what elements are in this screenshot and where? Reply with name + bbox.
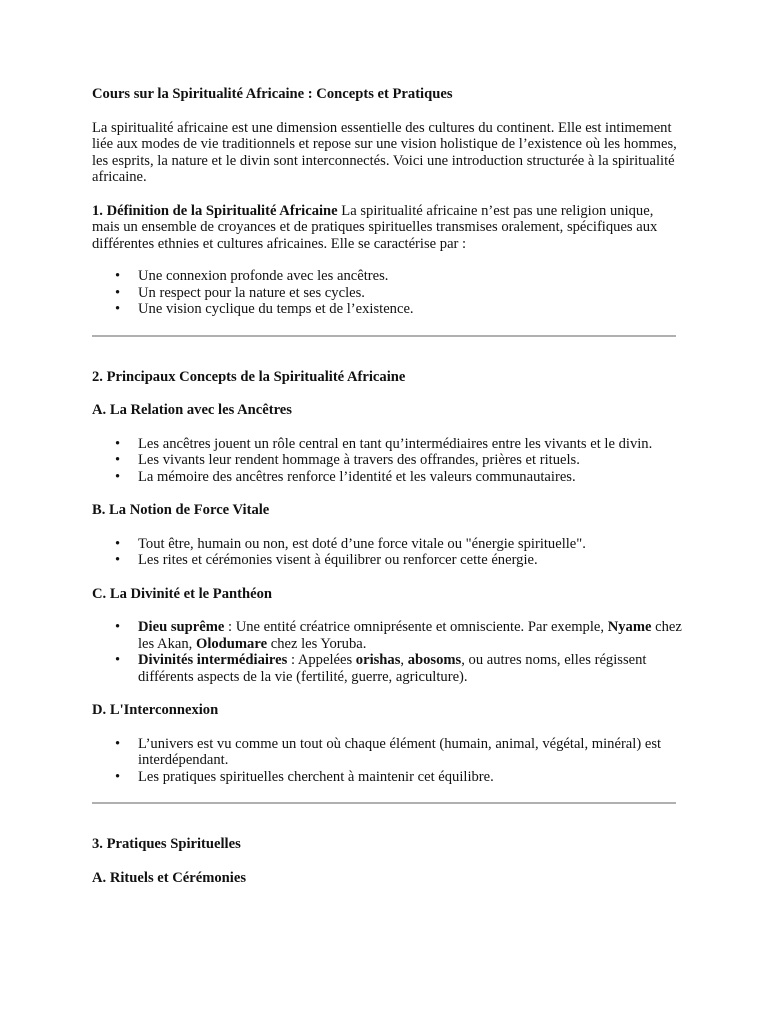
subsection-2a-heading: A. La Relation avec les Ancêtres — [92, 402, 292, 418]
item-text: , ou autres noms, elles régissent différents aspects de la vie (fertilité, guerre, agriculture). — [138, 652, 647, 685]
list-item: • L’univers est vu comme un tout où chaque élément (humain, animal, végétal, minéral) est interdépendant. — [92, 736, 682, 769]
item-text: : Une entité créatrice omniprésente et omnisciente. Par exemple, — [224, 619, 608, 635]
list-item: • Les ancêtres jouent un rôle central en tant qu’intermédiaires entre les vivants et le divin. — [92, 436, 682, 453]
document-page — [92, 86, 682, 886]
list-item: • Une vision cyclique du temps et de l’existence. — [92, 301, 682, 318]
subsection-2d-heading: D. L'Interconnexion — [92, 702, 219, 718]
subsection-2b-heading: B. La Notion de Force Vitale — [92, 502, 270, 518]
subsection-2d-list — [92, 736, 682, 786]
term-label: Olodumare — [195, 635, 268, 652]
subsection-2b-list — [92, 536, 682, 569]
list-item: • Une connexion profonde avec les ancêtres. — [92, 268, 682, 285]
section-1-paragraph — [92, 203, 682, 253]
list-item: • Les vivants leur rendent hommage à travers des offrandes, prières et rituels. — [92, 452, 682, 469]
list-item: • Les pratiques spirituelles cherchent à maintenir cet équilibre. — [92, 769, 682, 786]
section-1-list — [92, 268, 682, 318]
section-divider — [92, 802, 676, 804]
intro-paragraph: La spiritualité africaine est une dimension essentielle des cultures du continent. Elle est intimement liée aux modes de vie traditionnels et repose sur une vision holistique de l’existence où les hommes, les esprits, la nature et le divin sont interconnectés. Voici une introduction structurée à la spiritualité africaine. — [92, 119, 677, 185]
list-item — [92, 619, 682, 652]
document-title: Cours sur la Spiritualité Africaine : Concepts et Pratiques — [92, 86, 453, 102]
list-item: • La mémoire des ancêtres renforce l’identité et les valeurs communautaires. — [92, 469, 682, 486]
section-1-heading: 1. Définition de la Spiritualité Africaine — [92, 202, 338, 219]
subsection-3a-heading: A. Rituels et Cérémonies — [92, 869, 247, 886]
item-text: chez les Akan, — [138, 619, 682, 652]
item-text: , — [400, 652, 408, 668]
term-label: Nyame — [607, 619, 652, 635]
subsection-2c-heading: C. La Divinité et le Panthéon — [92, 585, 272, 602]
list-item — [92, 652, 682, 685]
item-text: : Appelées — [287, 652, 356, 668]
list-item: • Tout être, humain ou non, est doté d’une force vitale ou "énergie spirituelle". — [92, 536, 682, 553]
list-item: • Les rites et cérémonies visent à équilibrer ou renforcer cette énergie. — [92, 552, 682, 569]
subsection-2a-list — [92, 436, 682, 486]
subsection-2c-list — [92, 619, 682, 685]
section-divider — [92, 335, 676, 337]
list-item: • Un respect pour la nature et ses cycles. — [92, 285, 682, 302]
term-label: orishas — [355, 652, 401, 668]
term-label: Dieu suprême — [138, 619, 225, 635]
term-label: Divinités intermédiaires — [138, 652, 288, 668]
term-label: abosoms — [407, 652, 462, 668]
section-2-heading: 2. Principaux Concepts de la Spiritualité Africaine — [92, 368, 406, 385]
item-text: chez les Yoruba. — [267, 635, 367, 652]
section-1-text: La spiritualité africaine n’est pas une religion unique, mais un ensemble de croyances et de pratiques spirituelles transmises oralement, spécifiques aux différentes ethnies et cultures africaines. Elle se caractérise par : — [92, 202, 658, 252]
section-3-heading: 3. Pratiques Spirituelles — [92, 836, 241, 852]
